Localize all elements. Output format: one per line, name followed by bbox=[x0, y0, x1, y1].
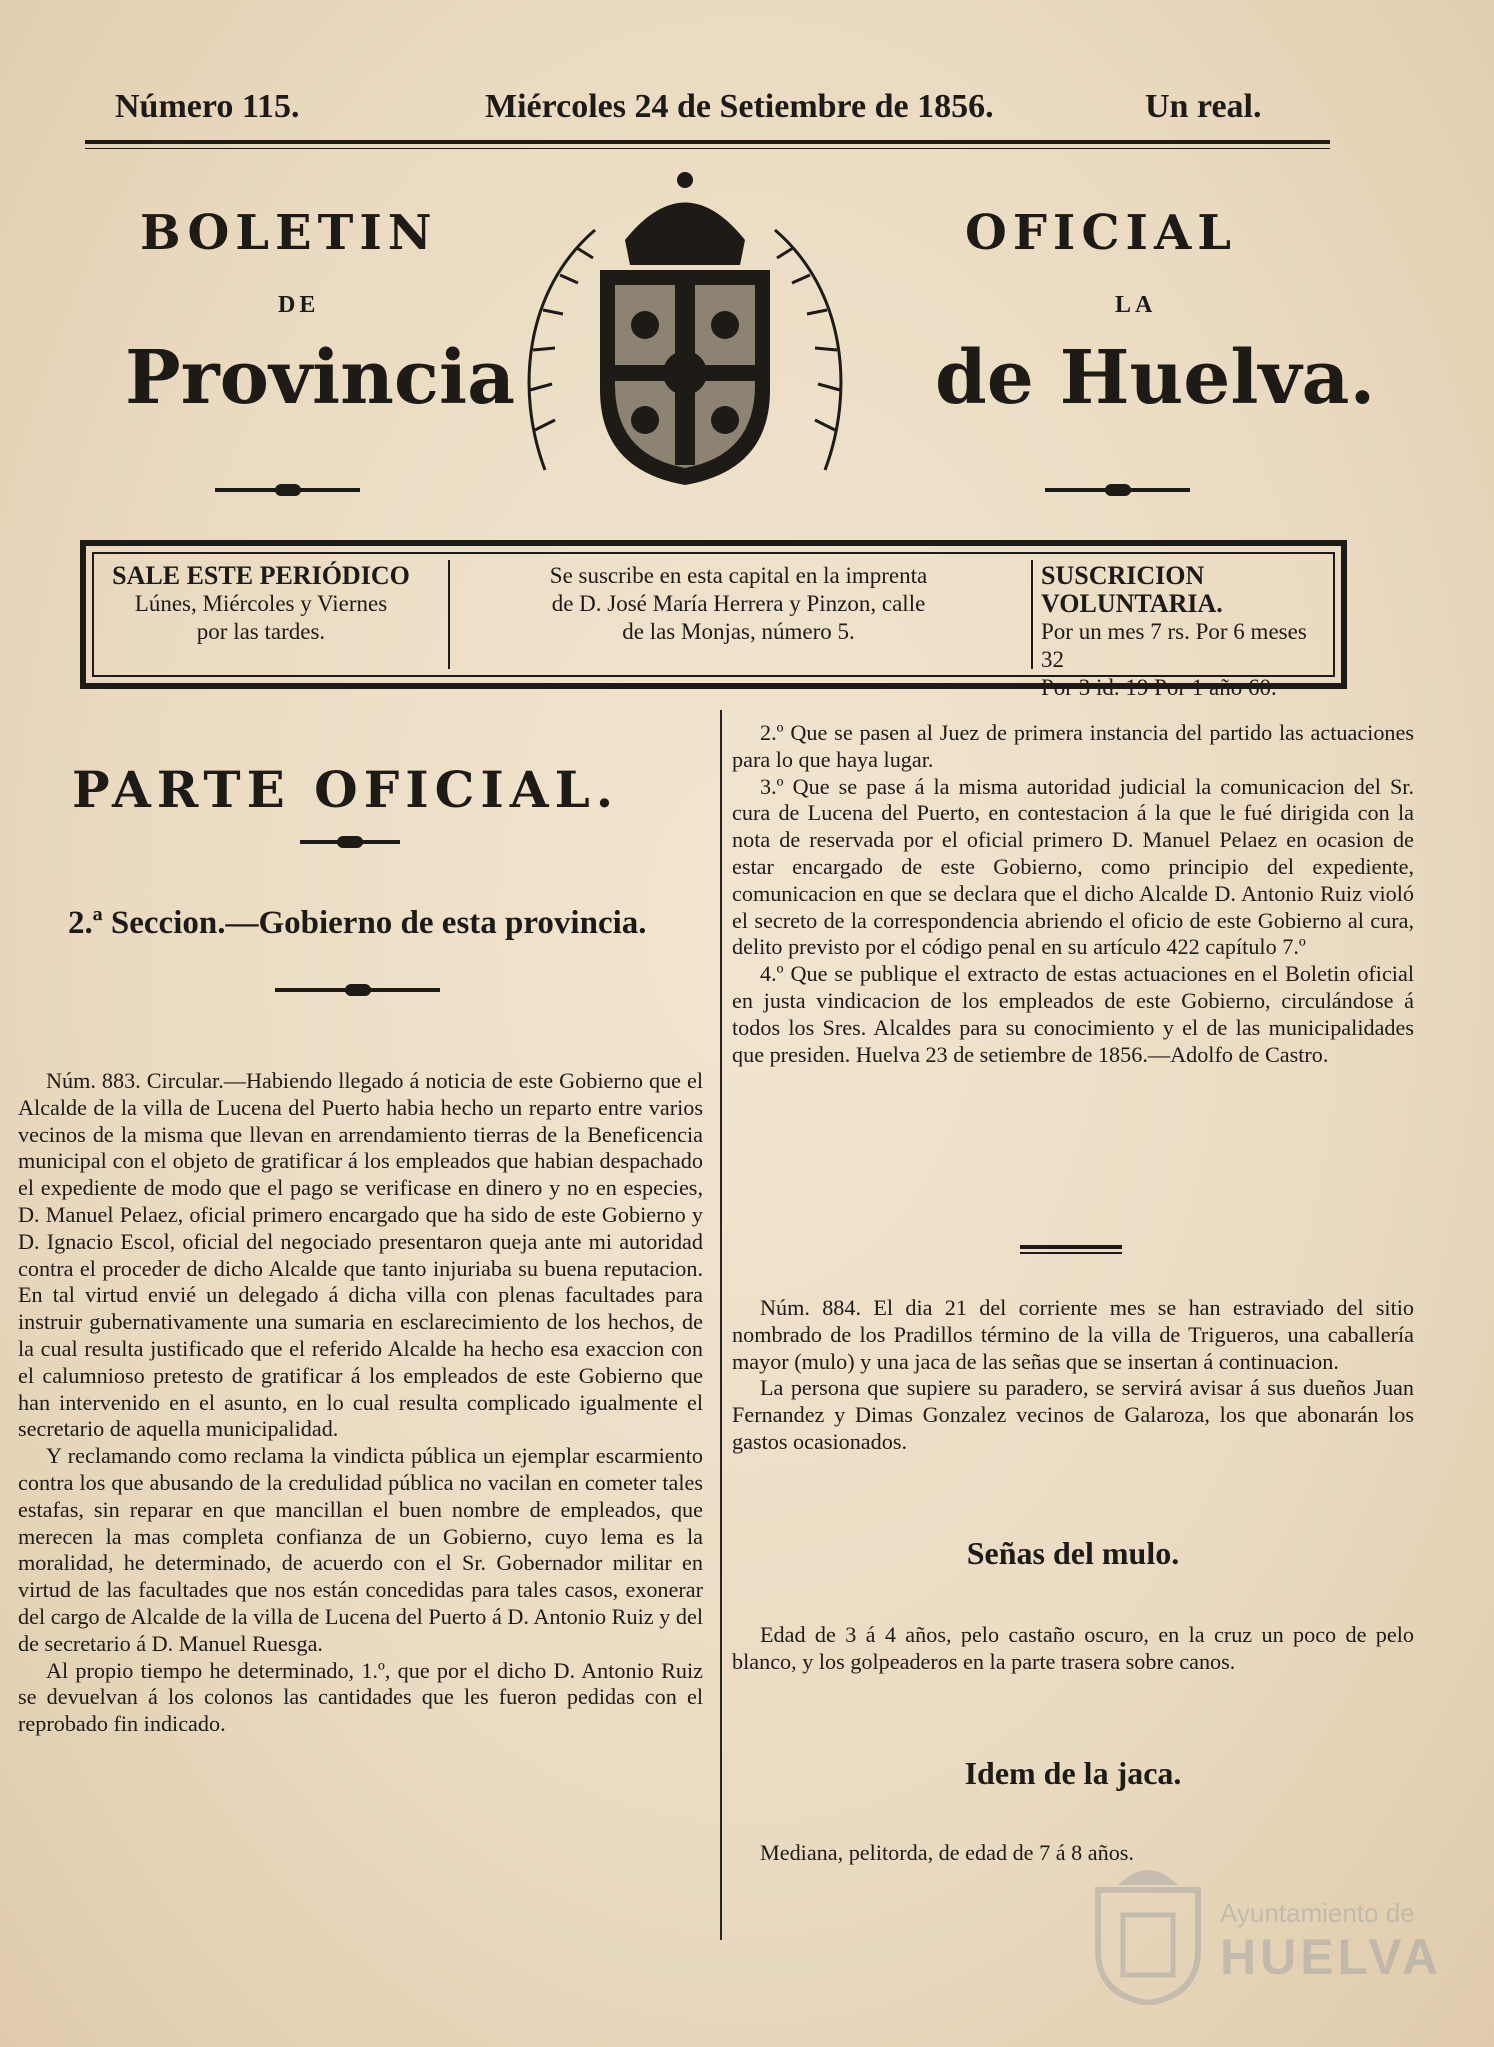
issue-date: Miércoles 24 de Setiembre de 1856. bbox=[485, 88, 994, 125]
address-line-3: de las Monjas, número 5. bbox=[622, 619, 855, 644]
section-heading: 2.ª Seccion.—Gobierno de esta provincia. bbox=[68, 905, 647, 941]
watermark-line-1: Ayuntamiento de bbox=[1220, 1898, 1415, 1928]
issue-number: Número 115. bbox=[115, 88, 300, 125]
prices-title: SUSCRICION VOLUNTARIA. bbox=[1041, 561, 1223, 618]
article-883-paragraph: Al propio tiempo he determinado, 1.º, que por el dicho D. Antonio Ruiz se devuelvan á los colonos las cantidades que les fueron pedidas con el reprobado fin indicado. bbox=[18, 1657, 703, 1737]
masthead-boletin: BOLETIN bbox=[140, 205, 438, 261]
article-883-paragraph: Y reclamando como reclama la vindicta pública un ejemplar escarmiento contra los que abusando de la credulidad pública no vacilan en cometer tales estafas, sin reparar en que mancillan el buen nombre de empleados, que merecen la mas completa confianza de un Gobierno, cuyo lema es la moralidad, he determinado, de acuerdo con el Sr. Gobernador militar en virtud de las facultades que nos están concedidas para tales casos, exonerar del cargo de Alcalde de la villa de Lucena del Puerto á D. Antonio Ruiz y del de secretario á D. Manuel Ruesga. bbox=[18, 1443, 703, 1656]
schedule-days: Lúnes, Miércoles y Viernes bbox=[134, 591, 388, 616]
column-divider bbox=[720, 710, 722, 1940]
header-line bbox=[115, 88, 1344, 128]
subscription-address bbox=[461, 562, 1016, 646]
issue-price: Un real. bbox=[1145, 88, 1262, 125]
masthead-de: DE bbox=[278, 292, 320, 318]
subheading-mulo: Señas del mulo. bbox=[966, 1535, 1180, 1571]
ornament-right bbox=[1045, 488, 1190, 492]
article-separator bbox=[1020, 1245, 1122, 1249]
archive-watermark bbox=[1080, 1860, 1443, 2010]
masthead-la: LA bbox=[1115, 292, 1157, 318]
article-884-paragraph: La persona que supiere su paradero, se servirá avisar á sus dueños Juan Fernandez y Dimas Gonzalez vecinos de Galaroza, los que abonarán los gastos ocasionados. bbox=[732, 1375, 1414, 1454]
masthead-provincia: Provincia bbox=[125, 335, 516, 421]
article-883-point-4: 4.º Que se publique el extracto de estas actuaciones en el Boletin oficial en justa vindicacion de los empleados de este Gobierno, circulándose á todos los Sres. Alcaldes para su conocimiento y el de las municipalidades que presiden. Huelva 23 de setiembre de 1856.—Adolfo de Castro. bbox=[732, 961, 1414, 1067]
subscription-box bbox=[80, 540, 1347, 700]
box-divider bbox=[448, 560, 450, 669]
mulo-description bbox=[732, 1622, 1414, 1676]
masthead-oficial: OFICIAL bbox=[965, 205, 1237, 261]
article-884-paragraph: Núm. 884. El dia 21 del corriente mes se han estraviado del sitio nombrado de los Pradillos término de la villa de Trigueros, una caballería mayor (mulo) y una jaca de las señas que se insertan á continuacion. bbox=[732, 1295, 1414, 1374]
city-shield-icon bbox=[1088, 1860, 1208, 2005]
left-column-body bbox=[18, 1068, 703, 1738]
schedule-title: SALE ESTE PERIÓDICO bbox=[112, 561, 410, 590]
subheading-jaca: Idem de la jaca. bbox=[964, 1755, 1182, 1791]
prices-line-1: Por un mes 7 rs. Por 6 meses 32 bbox=[1041, 619, 1307, 672]
publication-schedule bbox=[96, 562, 426, 646]
masthead-huelva: de Huelva. bbox=[935, 335, 1376, 421]
royal-crest-icon bbox=[505, 170, 865, 495]
box-divider bbox=[1031, 560, 1033, 669]
ornament-left bbox=[215, 488, 360, 492]
header-rule bbox=[85, 140, 1330, 144]
jaca-description-text: Mediana, pelitorda, de edad de 7 á 8 años. bbox=[760, 1840, 1134, 1865]
watermark-line-2: HUELVA bbox=[1220, 1929, 1443, 1985]
ornament-divider bbox=[300, 840, 400, 844]
article-separator bbox=[1020, 1252, 1122, 1254]
header-rule-thin bbox=[85, 148, 1330, 149]
right-column-body-top bbox=[732, 720, 1414, 1068]
schedule-time: por las tardes. bbox=[196, 619, 326, 644]
ornament-divider bbox=[275, 988, 440, 992]
article-883-paragraph: Núm. 883. Circular.—Habiendo llegado á noticia de este Gobierno que el Alcalde de la villa de Lucena del Puerto habia hecho un reparto entre varios vecinos de la misma que llevan en arrendamiento tierras de la Beneficencia municipal con el objeto de gratificar á los empleados que habian despachado el expediente de modo que el pago se verificase en dinero y no en especies, D. Manuel Pelaez, oficial primero encargado que ha sido de este Gobierno y D. Ignacio Escol, oficial del negociado presentaron queja ante mi autoridad contra el proceder de dicho Alcalde que tanto injuriaba su buena reputacion. En tal virtud envié un delegado á dicha villa con plenas facultades para instruir gubernativamente una sumaria en esclarecimiento de los hechos, de la cual resulta justificado que el referido Alcalde ha hecho esa exaccion con el calumnioso pretesto de gratificar á los empleados de este Gobierno que han intervenido en el asunto, en lo cual resulta complicado igualmente el secretario de aquella municipalidad. bbox=[18, 1068, 703, 1442]
article-883-point-2: 2.º Que se pasen al Juez de primera instancia del partido las actuaciones para lo que haya lugar. bbox=[732, 720, 1414, 772]
prices-line-2: Por 3 id. 19 Por 1 año 60. bbox=[1041, 675, 1277, 700]
mulo-description-text: Edad de 3 á 4 años, pelo castaño oscuro, en la cruz un poco de pelo blanco, y los golpeaderos en la parte trasera sobre canos. bbox=[732, 1622, 1414, 1674]
address-line-2: de D. José María Herrera y Pinzon, calle bbox=[551, 591, 926, 616]
right-column-body-bottom bbox=[732, 1295, 1414, 1456]
address-line-1: Se suscribe en esta capital en la imprenta bbox=[549, 563, 928, 588]
subscription-prices bbox=[1041, 562, 1331, 702]
section-title-parte-oficial: PARTE OFICIAL. bbox=[72, 760, 620, 819]
article-883-point-3: 3.º Que se pase á la misma autoridad judicial la comunicacion del Sr. cura de Lucena del Puerto, en contestacion á la que le fué dirigida con la nota de reservada por el oficial primero D. Manuel Pelaez en ocasion de estar encargado de este Gobierno, como principio del expediente, comunicacion en que se declara que el dicho Alcalde D. Antonio Ruiz violó el secreto de la correspondencia abriendo el oficio de este Gobierno al cura, delito previsto por el código penal en su artículo 422 capítulo 7.º bbox=[732, 773, 1414, 960]
